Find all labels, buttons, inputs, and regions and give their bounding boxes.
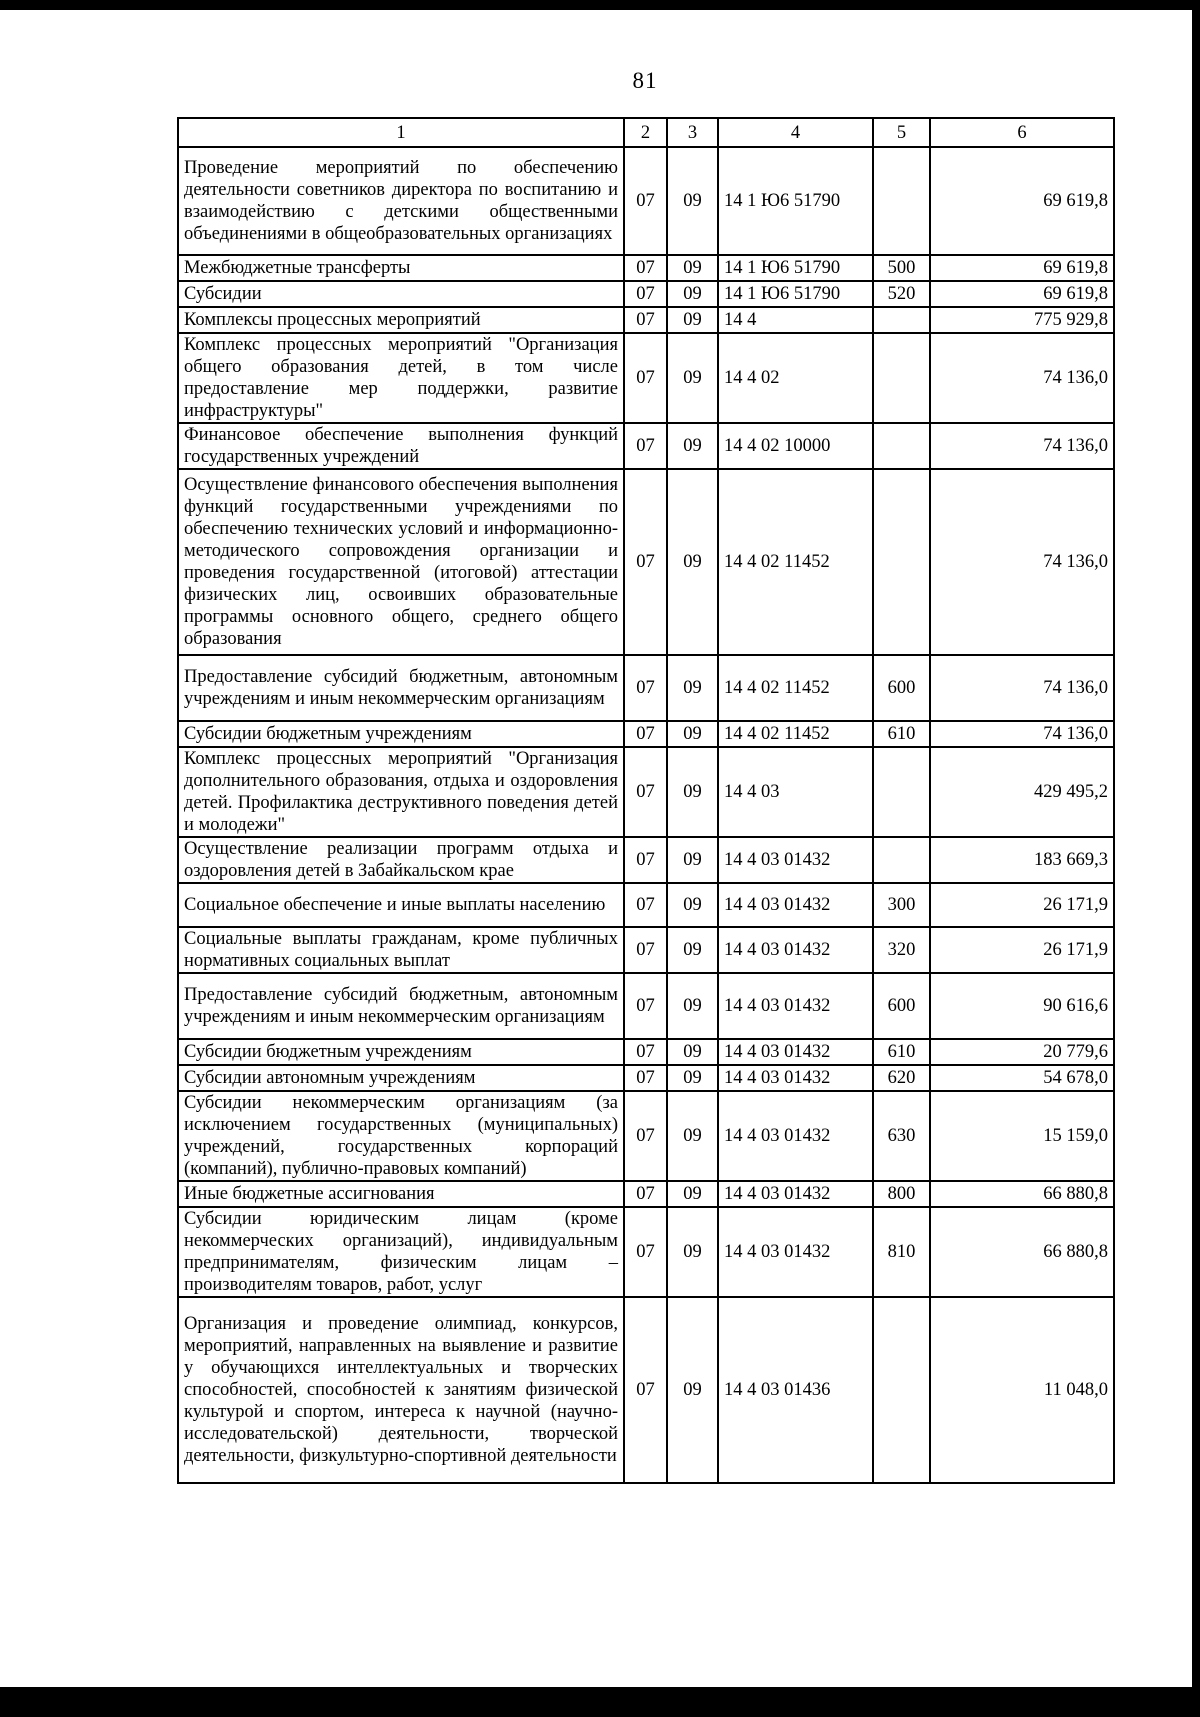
row-target-article-cell: 14 4 [718,307,873,333]
row-amount-cell: 429 495,2 [930,747,1114,837]
row-target-article-cell: 14 4 03 01436 [718,1297,873,1483]
row-expense-type-cell: 810 [873,1207,930,1297]
header-cell: 4 [718,118,873,147]
row-amount-cell: 66 880,8 [930,1207,1114,1297]
scan-mark [1192,1100,1195,1140]
row-name-cell: Социальное обеспечение и иные выплаты населению [178,883,624,927]
row-expense-type-cell: 600 [873,973,930,1039]
table-row [178,883,1114,927]
row-section-cell: 07 [624,721,667,747]
row-name-cell: Межбюджетные трансферты [178,255,624,281]
row-subsection-cell: 09 [667,883,718,927]
row-name-cell: Проведение мероприятий по обеспечению деятельности советников директора по воспитанию и взаимодействию с детскими общественными объединениями в общеобразовательных организациях [178,147,624,255]
row-amount-cell: 20 779,6 [930,1039,1114,1065]
row-expense-type-cell: 300 [873,883,930,927]
row-section-cell: 07 [624,837,667,883]
row-subsection-cell: 09 [667,469,718,655]
row-target-article-cell: 14 1 Ю6 51790 [718,147,873,255]
row-amount-cell: 183 669,3 [930,837,1114,883]
row-target-article-cell: 14 4 03 01432 [718,1207,873,1297]
row-target-article-cell: 14 4 03 01432 [718,837,873,883]
header-cell: 5 [873,118,930,147]
table-row [178,423,1114,469]
row-amount-cell: 54 678,0 [930,1065,1114,1091]
table-row [178,1297,1114,1483]
row-amount-cell: 74 136,0 [930,469,1114,655]
row-target-article-cell: 14 4 03 [718,747,873,837]
row-expense-type-cell: 520 [873,281,930,307]
table-row [178,747,1114,837]
row-name-cell: Комплексы процессных мероприятий [178,307,624,333]
row-section-cell: 07 [624,1207,667,1297]
table-row [178,721,1114,747]
header-cell: 1 [178,118,624,147]
row-name-cell: Осуществление финансового обеспечения выполнения функций государственными учреждениями по обеспечению технических условий и информационно-методического сопровождения организации и проведения государственной (итоговой) аттестации физических лиц, освоивших образовательные программы основного общего, среднего общего образования [178,469,624,655]
row-name-cell: Субсидии автономным учреждениям [178,1065,624,1091]
table-row [178,927,1114,973]
row-amount-cell: 66 880,8 [930,1181,1114,1207]
row-amount-cell: 26 171,9 [930,927,1114,973]
row-amount-cell: 90 616,6 [930,973,1114,1039]
row-subsection-cell: 09 [667,333,718,423]
row-section-cell: 07 [624,747,667,837]
row-section-cell: 07 [624,1065,667,1091]
row-name-cell: Финансовое обеспечение выполнения функций государственных учреждений [178,423,624,469]
row-section-cell: 07 [624,1297,667,1483]
table-row [178,255,1114,281]
row-subsection-cell: 09 [667,1065,718,1091]
row-name-cell: Иные бюджетные ассигнования [178,1181,624,1207]
row-subsection-cell: 09 [667,1207,718,1297]
row-amount-cell: 11 048,0 [930,1297,1114,1483]
row-expense-type-cell: 500 [873,255,930,281]
row-target-article-cell: 14 4 03 01432 [718,1039,873,1065]
row-expense-type-cell [873,1297,930,1483]
row-expense-type-cell: 610 [873,1039,930,1065]
row-expense-type-cell: 800 [873,1181,930,1207]
row-section-cell: 07 [624,281,667,307]
table-row [178,469,1114,655]
row-expense-type-cell: 630 [873,1091,930,1181]
row-name-cell: Комплекс процессных мероприятий "Организация дополнительного образования, отдыха и оздоровления детей. Профилактика деструктивного поведения детей и молодежи" [178,747,624,837]
row-section-cell: 07 [624,307,667,333]
budget-table [177,117,1115,1484]
row-name-cell: Субсидии [178,281,624,307]
row-name-cell: Субсидии бюджетным учреждениям [178,1039,624,1065]
row-target-article-cell: 14 4 02 11452 [718,469,873,655]
row-name-cell: Осуществление реализации программ отдыха и оздоровления детей в Забайкальском крае [178,837,624,883]
row-expense-type-cell [873,837,930,883]
row-amount-cell: 74 136,0 [930,333,1114,423]
table-row [178,281,1114,307]
scan-border-right [1192,0,1200,1717]
row-section-cell: 07 [624,469,667,655]
row-amount-cell: 69 619,8 [930,147,1114,255]
table-row [178,837,1114,883]
row-expense-type-cell: 610 [873,721,930,747]
row-amount-cell: 69 619,8 [930,255,1114,281]
row-target-article-cell: 14 1 Ю6 51790 [718,281,873,307]
row-section-cell: 07 [624,1039,667,1065]
table-row [178,1065,1114,1091]
row-target-article-cell: 14 4 03 01432 [718,1091,873,1181]
row-target-article-cell: 14 4 03 01432 [718,883,873,927]
row-expense-type-cell [873,147,930,255]
row-target-article-cell: 14 4 02 11452 [718,721,873,747]
row-subsection-cell: 09 [667,837,718,883]
header-cell: 6 [930,118,1114,147]
row-target-article-cell: 14 4 02 10000 [718,423,873,469]
header-cell: 2 [624,118,667,147]
row-subsection-cell: 09 [667,281,718,307]
row-name-cell: Субсидии бюджетным учреждениям [178,721,624,747]
row-subsection-cell: 09 [667,255,718,281]
row-expense-type-cell: 600 [873,655,930,721]
table-row [178,973,1114,1039]
row-expense-type-cell [873,747,930,837]
table-row [178,1207,1114,1297]
row-subsection-cell: 09 [667,655,718,721]
row-subsection-cell: 09 [667,927,718,973]
row-target-article-cell: 14 1 Ю6 51790 [718,255,873,281]
row-subsection-cell: 09 [667,1091,718,1181]
row-name-cell: Субсидии юридическим лицам (кроме некоммерческих организаций), индивидуальным предпринимателям, физическим лицам – производителям товаров, работ, услуг [178,1207,624,1297]
row-subsection-cell: 09 [667,1297,718,1483]
row-section-cell: 07 [624,927,667,973]
page-number: 81 [632,68,658,93]
row-name-cell: Организация и проведение олимпиад, конкурсов, мероприятий, направленных на выявление и развитие у обучающихся интеллектуальных и творческих способностей, способностей к занятиям физической культурой и спортом, интереса к научной (научно-исследовательской) деятельности, творческой деятельности, физкультурно-спортивной деятельности [178,1297,624,1483]
row-subsection-cell: 09 [667,1181,718,1207]
table-row [178,655,1114,721]
row-expense-type-cell: 320 [873,927,930,973]
row-section-cell: 07 [624,255,667,281]
table-row [178,1181,1114,1207]
row-target-article-cell: 14 4 03 01432 [718,927,873,973]
header-row [178,118,1114,147]
table-row [178,1091,1114,1181]
table-row [178,147,1114,255]
row-amount-cell: 775 929,8 [930,307,1114,333]
row-subsection-cell: 09 [667,1039,718,1065]
row-amount-cell: 15 159,0 [930,1091,1114,1181]
row-target-article-cell: 14 4 02 11452 [718,655,873,721]
row-section-cell: 07 [624,883,667,927]
row-amount-cell: 74 136,0 [930,721,1114,747]
row-amount-cell: 69 619,8 [930,281,1114,307]
row-name-cell: Предоставление субсидий бюджетным, автономным учреждениям и иным некоммерческим организациям [178,973,624,1039]
table-row [178,333,1114,423]
row-subsection-cell: 09 [667,721,718,747]
table-row [178,1039,1114,1065]
row-section-cell: 07 [624,147,667,255]
row-subsection-cell: 09 [667,307,718,333]
table-row [178,307,1114,333]
row-section-cell: 07 [624,655,667,721]
row-subsection-cell: 09 [667,747,718,837]
row-expense-type-cell [873,333,930,423]
row-amount-cell: 26 171,9 [930,883,1114,927]
row-name-cell: Субсидии некоммерческим организациям (за исключением государственных (муниципальных) учреждений, государственных корпораций (компаний), публично-правовых компаний) [178,1091,624,1181]
row-expense-type-cell [873,469,930,655]
row-amount-cell: 74 136,0 [930,655,1114,721]
row-subsection-cell: 09 [667,973,718,1039]
row-expense-type-cell: 620 [873,1065,930,1091]
row-target-article-cell: 14 4 03 01432 [718,1181,873,1207]
row-name-cell: Социальные выплаты гражданам, кроме публичных нормативных социальных выплат [178,927,624,973]
row-subsection-cell: 09 [667,147,718,255]
scan-border-bottom [0,1687,1200,1717]
row-name-cell: Комплекс процессных мероприятий "Организация общего образования детей, в том числе предоставление мер поддержки, развитие инфраструктуры" [178,333,624,423]
row-amount-cell: 74 136,0 [930,423,1114,469]
row-expense-type-cell [873,307,930,333]
row-target-article-cell: 14 4 03 01432 [718,1065,873,1091]
row-name-cell: Предоставление субсидий бюджетным, автономным учреждениям и иным некоммерческим организациям [178,655,624,721]
row-target-article-cell: 14 4 03 01432 [718,973,873,1039]
row-section-cell: 07 [624,973,667,1039]
row-section-cell: 07 [624,333,667,423]
row-section-cell: 07 [624,1181,667,1207]
row-expense-type-cell [873,423,930,469]
row-subsection-cell: 09 [667,423,718,469]
row-target-article-cell: 14 4 02 [718,333,873,423]
header-cell: 3 [667,118,718,147]
row-section-cell: 07 [624,1091,667,1181]
row-section-cell: 07 [624,423,667,469]
scan-border-top [0,0,1200,10]
